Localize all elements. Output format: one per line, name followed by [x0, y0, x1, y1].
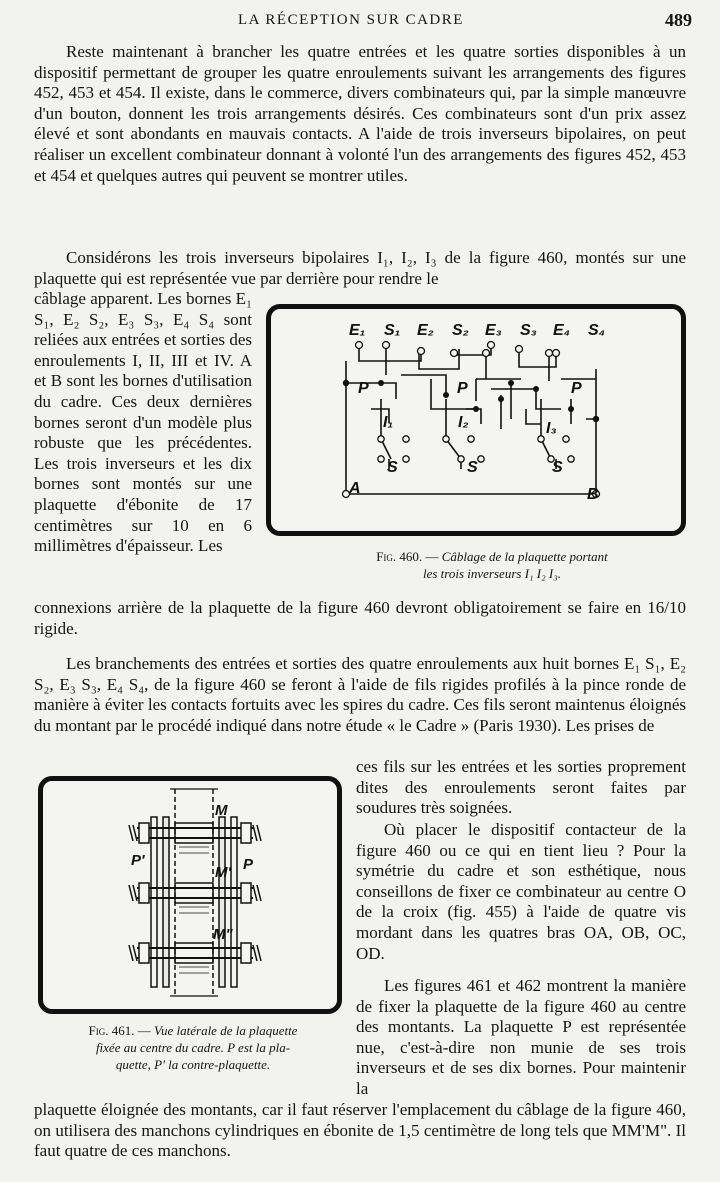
s-label-1: S	[387, 459, 398, 476]
figure-460-caption	[300, 548, 684, 582]
switch-label-i3: I₃	[546, 420, 557, 437]
page-header	[0, 10, 720, 34]
label-m-double-prime: M"	[213, 926, 233, 943]
paragraph-2-wrap: câblage apparent. Les bornes E₁ S₁, E₂ S₂, E₃ S₃, E₄ S₄ sont reliées aux entrées et sorties des enroulements I, II, III et IV. A et B sont les bornes d'utilisation du cadre. Ces deux dernières bornes seront d'un modèle plus robuste que les précédentes. Les trois inverseurs et les dix bornes sont montés sur une plaquette d'ébonite de 17 centimètres sur 10 en 6 millimètres d'épaisseur. Les	[34, 289, 252, 556]
plate-label-p2: P	[457, 380, 468, 397]
switch-label-i2: I₂	[458, 414, 469, 431]
figure-461-caption	[34, 1022, 352, 1073]
figure-461-number: Fig. 461. —	[88, 1023, 151, 1038]
terminal-label-s1: S₁	[384, 322, 401, 339]
terminal-label-s3: S₃	[520, 322, 537, 339]
page-number: 489	[665, 10, 692, 30]
s-label-2: S	[467, 459, 478, 476]
terminal-label-e3: E₃	[485, 322, 502, 339]
label-m-prime: M'	[215, 864, 232, 881]
paragraph-2-tail: connexions arrière de la plaquette de la figure 460 devront obligatoirement se faire en 16/10 rigide.	[34, 598, 686, 638]
label-p-prime: P'	[131, 852, 145, 869]
terminal-label-e2: E₂	[417, 322, 434, 339]
figure-461-caption-line2: fixée au centre du cadre. P est la pla-	[95, 1040, 291, 1055]
figure-460-svg	[271, 309, 681, 531]
plate-label-p3: P	[571, 380, 582, 397]
figure-460-caption-line1: Câblage de la plaquette portant	[441, 549, 608, 564]
figure-461-caption-line1: Vue latérale de la plaquette	[154, 1023, 298, 1038]
paragraph-1: Reste maintenant à brancher les quatre entrées et les quatre sorties disponibles à un dispositif permettant de grouper les quatre enroulements suivant les arrangements des figures 452, 453 et 454. Il existe, dans le commerce, divers combinateurs qui, par la simple manœuvre d'un bouton, donnent les trois arrangements désirés. Ces combinateurs sont d'un prix assez élevé et sont abondants en mauvais contacts. A l'aide de trois inverseurs bipolaires, on peut réaliser un excellent combinateur donnant à volonté l'un des arrangements des figures 452, 453 et 454 et quelques autres qui peuvent se montrer utiles.	[34, 42, 686, 185]
running-title: LA RÉCEPTION SUR CADRE	[238, 12, 464, 28]
paragraph-2-lead: Considérons les trois inverseurs bipolaires I₁, I₂, I₃ de la figure 460, montés sur une plaquette qui est représentée vue par derrière pour rendre le	[34, 248, 686, 288]
figure-461-caption-line3: quette, P' la contre-plaquette.	[115, 1057, 271, 1072]
label-p: P	[243, 856, 254, 873]
terminal-label-s2: S₂	[452, 322, 469, 339]
figure-461-svg	[43, 781, 337, 1009]
figure-461-side-view	[38, 776, 342, 1014]
terminal-label-e4: E₄	[553, 322, 571, 339]
terminal-label-e1: E₁	[349, 322, 366, 339]
paragraph-5-tail: plaquette éloignée des montants, car il faut réserver l'emplacement du câblage de la figure 460, on utilisera des manchons cylindriques en ébonite de 1,5 centimètre de long tels que MM'M". Il faut quatre de ces manchons.	[34, 1100, 686, 1161]
terminal-label-a: A	[349, 480, 361, 497]
figure-460-number: Fig. 460. —	[376, 549, 439, 564]
figure-460-caption-line2: les trois inverseurs I₁ I₂ I₃.	[422, 566, 561, 581]
paragraph-3-wrap: ces fils sur les entrées et les sorties proprement dites des enroulements seront faites par soudures très soignées.	[356, 757, 686, 818]
s-label-3: S	[552, 459, 563, 476]
terminal-label-b: B	[587, 486, 599, 503]
paragraph-3-lead: Les branchements des entrées et sorties des quatre enroulements aux huit bornes E₁ S₁, E₂ S₂, E₃ S₃, E₄ S₄, de la figure 460 se feront à l'aide de fils rigides profilés à la pince ronde de manière à éviter les contacts fortuits avec les spires du cadre. Ces fils seront maintenus éloignés du montant par le procédé indiqué dans notre étude « le Cadre » (Paris 1930). Les prises de	[34, 654, 686, 735]
paragraph-4: Où placer le dispositif contacteur de la figure 460 ou ce qui en tient lieu ? Pour la symétrie du cadre et son esthétique, nous conseillons de fixer ce combinateur au centre O de la croix (fig. 455) à l'aide de quatre vis mordant dans les quatres bras OA, OB, OC, OD.	[356, 820, 686, 963]
paragraph-5-wrap: Les figures 461 et 462 montrent la manière de fixer la plaquette de la figure 460 au centre des montants. La plaquette P est représentée nue, c'est-à-dire non munie de ses trois inverseurs et de ses dix bornes. Pour maintenir la	[356, 976, 686, 1098]
switch-label-i1: I₁	[383, 414, 394, 431]
figure-460-wiring-diagram	[266, 304, 686, 536]
plate-label-p1: P	[358, 380, 369, 397]
terminal-label-s4: S₄	[588, 322, 606, 339]
label-m: M	[215, 802, 228, 819]
